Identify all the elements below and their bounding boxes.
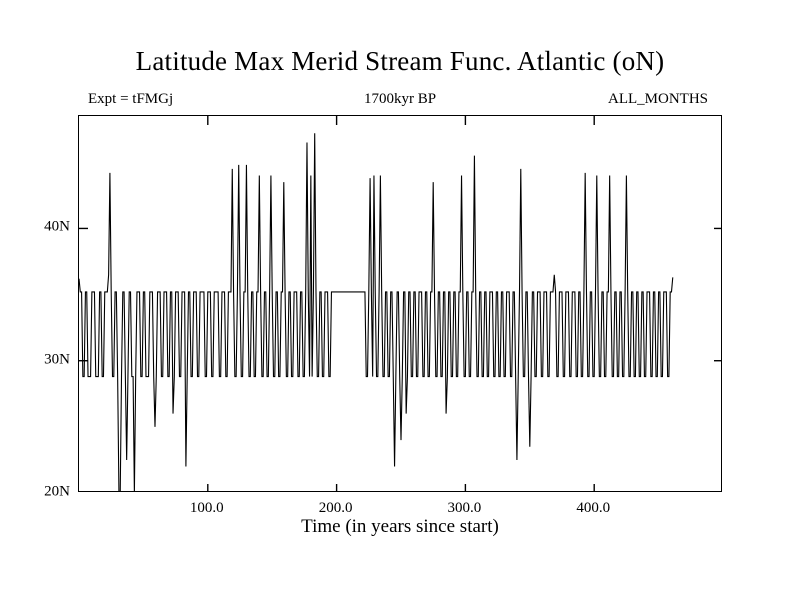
x-tick-label: 400.0 [576,500,611,516]
plot-area [78,115,722,492]
series-line [79,116,722,492]
y-tick-label: 20N [44,483,70,500]
x-axis-label: Time (in years since start) [301,516,499,537]
period-label: 1700kyr BP [363,91,437,107]
page-title: Latitude Max Merid Stream Func. Atlantic (oN) [135,46,665,76]
x-tick-label: 100.0 [189,500,224,516]
y-tick-label: 30N [44,351,70,368]
experiment-label: Expt = tFMGj [88,91,174,107]
months-label: ALL_MONTHS [608,91,708,107]
x-tick-label: 300.0 [447,500,482,516]
y-tick-label: 40N [44,218,70,235]
x-tick-label: 200.0 [318,500,353,516]
